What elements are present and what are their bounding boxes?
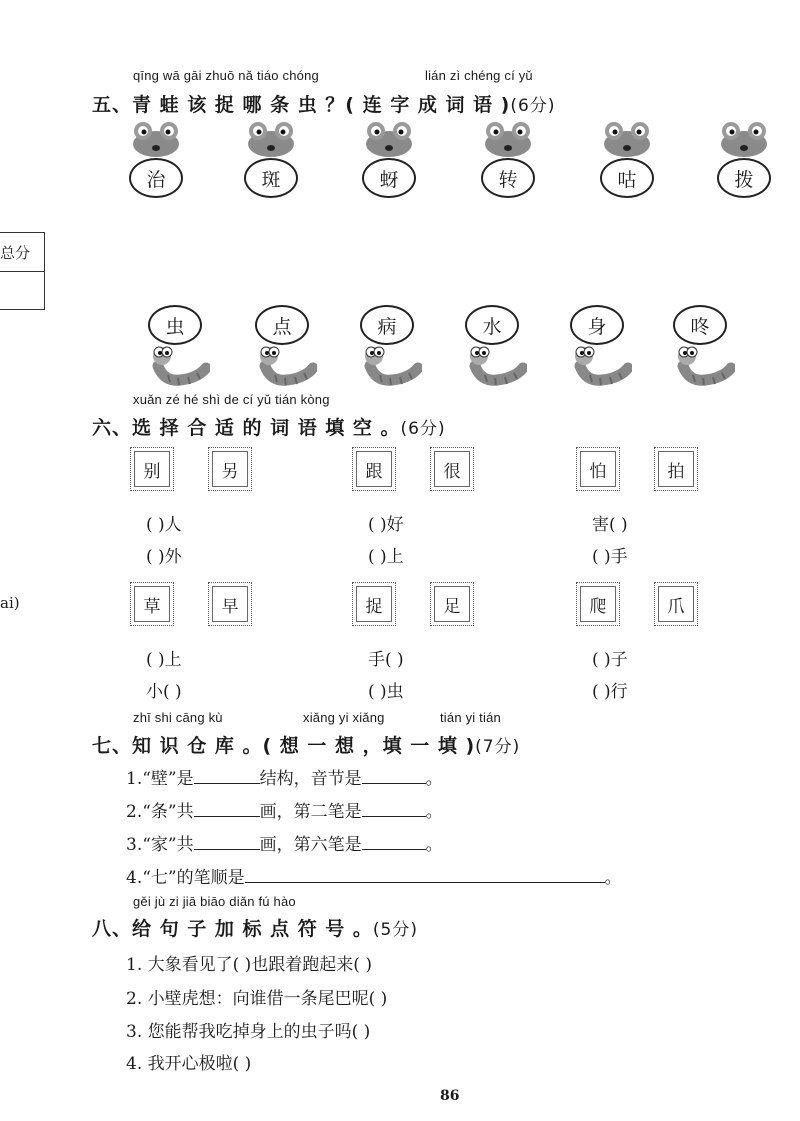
q6-pinyin: xuǎn zé hé shì de cí yǔ tián kòng [133, 392, 330, 407]
word-choice-box: 跟 [352, 447, 396, 491]
fill-blank-line[interactable]: ( )上 [146, 650, 182, 670]
frog-icon [130, 120, 182, 162]
fill-blank-line[interactable]: ( )好 [368, 515, 404, 535]
frog-icon [245, 120, 297, 162]
score-box [0, 232, 45, 310]
frog-icon [363, 120, 415, 162]
worm-icon [572, 338, 632, 390]
q7-heading-text: 七、知 识 仓 库 。( 想 一 想 ，填 一 填 ) [92, 735, 476, 757]
q7-item-3-a: 3.“家”共 [126, 835, 194, 855]
q7-item-3 [126, 830, 443, 855]
q8-item-1: 1. 大象看见了( )也跟着跑起来( ) [126, 955, 372, 975]
fill-blank-line[interactable]: 手( ) [368, 650, 404, 670]
worm-icon [150, 338, 210, 390]
frog-char[interactable]: 蚜 [362, 158, 416, 198]
frog-char[interactable]: 咕 [600, 158, 654, 198]
q7-item-2 [126, 797, 443, 822]
word-choice-box: 另 [208, 447, 252, 491]
word-choice-box: 别 [130, 447, 174, 491]
q5-score: (6分) [510, 96, 556, 116]
word-choice-box: 爬 [576, 582, 620, 626]
fill-blank-line[interactable]: 害( ) [592, 515, 628, 535]
q7-pinyin-c: tián yi tián [440, 710, 501, 725]
word-choice-box: 怕 [576, 447, 620, 491]
blank-field[interactable] [245, 866, 605, 883]
worm-char[interactable]: 病 [360, 305, 414, 345]
q7-item-1-a: 1.“壁”是 [126, 769, 194, 789]
q8-item-4: 4. 我开心极啦( ) [126, 1054, 252, 1074]
q7-item-1 [126, 764, 443, 789]
q8-item-3: 3. 您能帮我吃掉身上的虫子吗( ) [126, 1022, 371, 1042]
fill-blank-line[interactable]: 小( ) [146, 682, 182, 702]
worm-char[interactable]: 点 [255, 305, 309, 345]
q7-item-4 [126, 863, 622, 888]
q8-score: (5分) [372, 920, 419, 940]
worm-icon [467, 338, 527, 390]
fill-blank-line[interactable]: ( )外 [146, 547, 182, 567]
q7-item-3-b: 画，第六笔是 [259, 835, 362, 855]
q7-score: (7分) [475, 737, 521, 757]
q8-pinyin: gěi jù zi jiā biāo diǎn fú hào [133, 894, 296, 909]
word-choice-box: 足 [430, 582, 474, 626]
q7-item-3-c: 。 [425, 835, 443, 855]
q7-item-1-c: 。 [425, 769, 443, 789]
q6-heading [92, 413, 446, 440]
word-choice-box: 捉 [352, 582, 396, 626]
q8-item-2: 2. 小壁虎想：向谁借一条尾巴呢( ) [126, 989, 388, 1009]
word-choice-box: 拍 [654, 447, 698, 491]
blank-field[interactable] [362, 833, 426, 850]
frog-icon [601, 120, 653, 162]
fill-blank-line[interactable]: ( )上 [368, 547, 404, 567]
q7-item-4-c: 。 [604, 868, 622, 888]
worm-char[interactable]: 虫 [148, 305, 202, 345]
blank-field[interactable] [194, 800, 260, 817]
fill-blank-line[interactable]: ( )人 [146, 515, 182, 535]
frog-char[interactable]: 斑 [244, 158, 298, 198]
blank-field[interactable] [194, 833, 260, 850]
q7-pinyin-b: xiǎng yi xiǎng [303, 710, 385, 725]
q8-heading-text: 八、给 句 子 加 标 点 符 号 。 [92, 918, 373, 940]
worm-char[interactable]: 身 [570, 305, 624, 345]
word-choice-box: 草 [130, 582, 174, 626]
worm-icon [362, 338, 422, 390]
frog-char[interactable]: 治 [129, 158, 183, 198]
q7-item-2-b: 画，第二笔是 [259, 802, 362, 822]
q8-heading [92, 914, 418, 941]
q7-item-2-c: 。 [425, 802, 443, 822]
q7-heading [92, 731, 520, 758]
q6-heading-text: 六、选 择 合 适 的 词 语 填 空 。 [92, 417, 401, 439]
word-choice-box: 早 [208, 582, 252, 626]
q5-heading-text: 五、青 蛙 该 捉 哪 条 虫 ？( 连 字 成 词 语 ) [92, 94, 511, 116]
q5-pinyin-right: lián zì chéng cí yǔ [425, 68, 533, 83]
fill-blank-line[interactable]: ( )虫 [368, 682, 404, 702]
q5-heading [92, 90, 555, 117]
frog-icon [482, 120, 534, 162]
q7-pinyin-a: zhī shi cāng kù [133, 710, 223, 725]
q7-item-1-b: 结构，音节是 [259, 769, 362, 789]
blank-field[interactable] [362, 800, 426, 817]
worm-char[interactable]: 水 [465, 305, 519, 345]
fill-blank-line[interactable]: ( )手 [592, 547, 628, 567]
q5-pinyin-left: qīng wā gāi zhuō nǎ tiáo chóng [133, 68, 319, 83]
word-choice-box: 爪 [654, 582, 698, 626]
edge-fragment: ai) [0, 594, 20, 612]
frog-icon [718, 120, 770, 162]
worm-icon [257, 338, 317, 390]
fill-blank-line[interactable]: ( )行 [592, 682, 628, 702]
fill-blank-line[interactable]: ( )子 [592, 650, 628, 670]
q7-item-4-a: 4.“七”的笔顺是 [126, 868, 245, 888]
blank-field[interactable] [362, 767, 426, 784]
blank-field[interactable] [194, 767, 260, 784]
frog-char[interactable]: 转 [481, 158, 535, 198]
word-choice-box: 很 [430, 447, 474, 491]
worm-icon [675, 338, 735, 390]
score-label: 总分 [0, 233, 44, 272]
page-number: 86 [440, 1088, 460, 1104]
q7-item-2-a: 2.“条”共 [126, 802, 194, 822]
q6-score: (6分) [400, 419, 446, 439]
frog-char[interactable]: 拨 [717, 158, 771, 198]
worm-char[interactable]: 咚 [673, 305, 727, 345]
